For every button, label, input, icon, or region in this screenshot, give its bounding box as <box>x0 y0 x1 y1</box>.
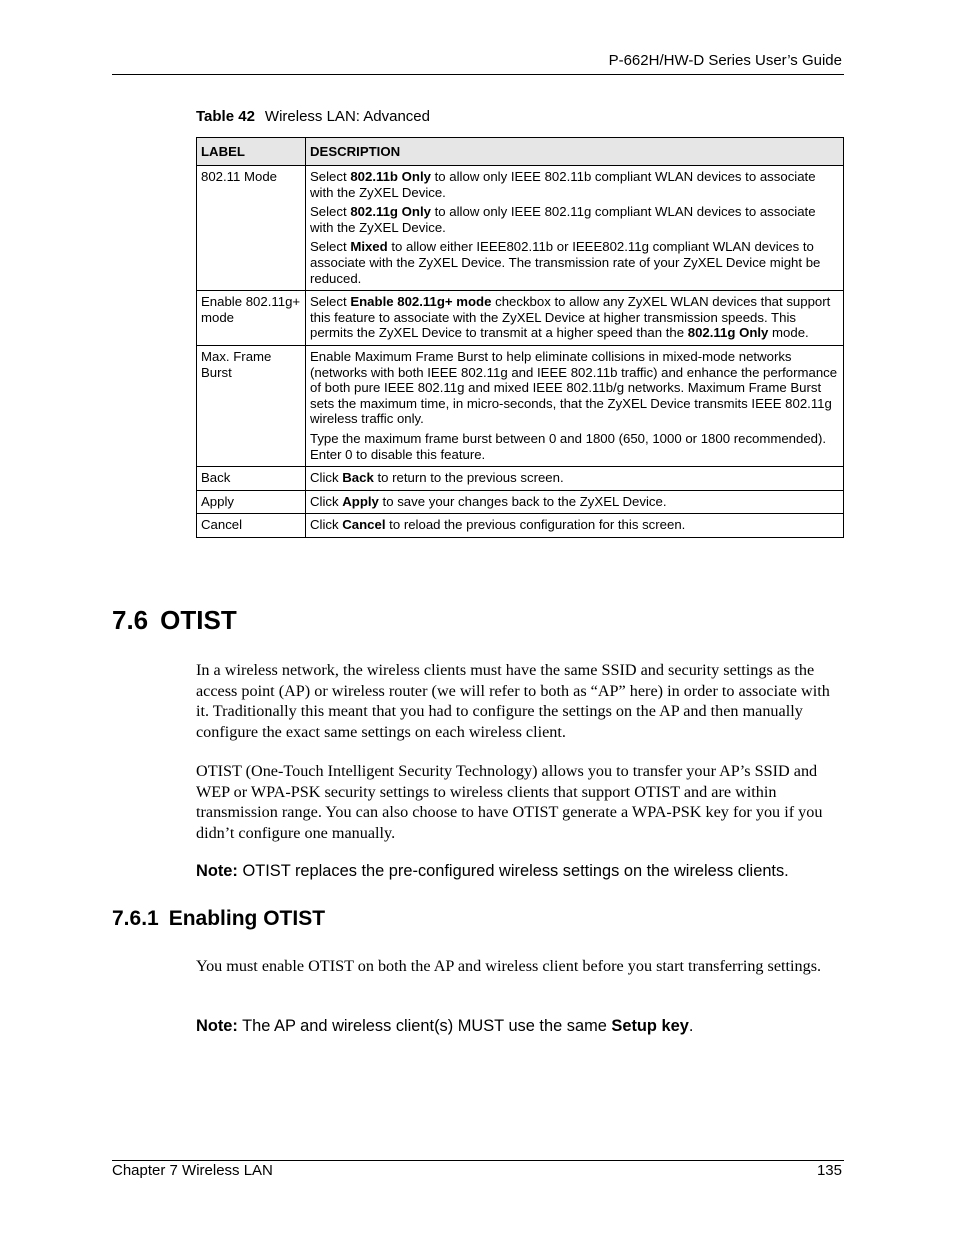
description-paragraph <box>310 294 839 341</box>
description-text: Click <box>310 517 343 533</box>
description-text: mode. <box>768 325 809 341</box>
description-text: to save your changes back to the ZyXEL Device. <box>378 493 667 509</box>
emphasized-term: Enable 802.11g+ mode <box>350 294 492 310</box>
otist-description-paragraph: OTIST (One-Touch Intelligent Security Technology) allows you to transfer your AP’s SSID and WEP or WPA-PSK security settings to wireless clients that support OTIST and are within transmission range. You can also choose to have OTIST generate a WPA-PSK key for you if you didn’t configure one manually. <box>196 762 823 842</box>
note-text-end: . <box>688 1017 694 1035</box>
row-description <box>306 291 844 346</box>
table-header-row <box>197 138 844 166</box>
description-text: to allow only IEEE 802.11g compliant WLAN devices to associate with the ZyXEL Device. <box>310 204 816 235</box>
description-text: Select <box>310 239 351 255</box>
row-description <box>306 166 844 291</box>
row-label: Apply <box>197 490 306 514</box>
note-text: OTIST replaces the pre-configured wireless settings on the wireless clients. <box>237 862 789 880</box>
row-description <box>306 467 844 491</box>
description-text: Type the maximum frame burst between 0 and 1800 (650, 1000 or 1800 recommended). Enter 0 to disable this feature. <box>310 430 827 462</box>
row-label: 802.11 Mode <box>197 166 306 291</box>
row-label: Cancel <box>197 514 306 538</box>
table-row <box>197 514 844 538</box>
emphasized-term: 802.11g Only <box>350 204 431 220</box>
description-text: to allow only IEEE 802.11b compliant WLAN devices to associate with the ZyXEL Device. <box>310 169 816 200</box>
description-text: Select <box>310 169 351 184</box>
table-caption <box>196 108 430 125</box>
setup-key-term: Setup key <box>611 1017 689 1035</box>
description-paragraph <box>310 494 839 510</box>
section-number: 7.6 <box>112 605 149 635</box>
row-label: Max. Frame Burst <box>197 345 306 466</box>
emphasized-term: Mixed <box>350 239 388 255</box>
table-caption-title: Wireless LAN: Advanced <box>264 108 430 125</box>
note-label: Note: <box>196 1017 238 1035</box>
setup-key-note <box>196 1017 846 1036</box>
column-header-description: DESCRIPTION <box>306 138 844 166</box>
description-text: Click <box>310 493 343 509</box>
header-rule <box>112 74 844 75</box>
description-text: to return to the previous screen. <box>373 470 564 486</box>
description-text: Click <box>310 470 343 486</box>
column-header-label: LABEL <box>197 138 306 166</box>
description-text: to allow either IEEE802.11b or IEEE802.11g compliant WLAN devices to associate with the ZyXEL Device. The transmission rate of your ZyXEL Device might be reduced. <box>310 239 821 286</box>
description-text: Select <box>310 294 351 310</box>
subsection-number: 7.6.1 <box>112 907 159 930</box>
subsection-title: Enabling OTIST <box>168 907 326 930</box>
description-paragraph <box>310 169 839 200</box>
running-header-title: P-662H/HW-D Series User’s Guide <box>608 52 842 69</box>
enabling-otist-paragraph: You must enable OTIST on both the AP and wireless client before you start transferring settings. <box>196 957 822 975</box>
description-text: Select <box>310 204 351 220</box>
description-paragraph <box>310 239 839 286</box>
description-paragraph <box>310 349 839 427</box>
note-label: Note: <box>196 862 238 880</box>
footer-rule <box>112 1160 844 1161</box>
row-description <box>306 514 844 538</box>
emphasized-term: Cancel <box>342 517 386 533</box>
subsection-heading <box>112 907 325 931</box>
row-description <box>306 490 844 514</box>
description-text: checkbox to allow any ZyXEL WLAN devices that support this feature to associate with the ZyXEL Device at higher transmission speeds. This permits the ZyXEL Device to transmit at a higher speed than the <box>310 294 831 341</box>
footer-chapter: Chapter 7 Wireless LAN <box>112 1162 273 1179</box>
emphasized-term: 802.11b Only <box>350 169 431 184</box>
row-description <box>306 345 844 466</box>
emphasized-term: Back <box>342 470 374 486</box>
description-paragraph <box>310 517 839 533</box>
description-paragraph <box>310 204 839 235</box>
table-row <box>197 490 844 514</box>
wireless-lan-advanced-table <box>196 137 844 538</box>
table-row <box>197 467 844 491</box>
table-body <box>197 166 844 538</box>
table-caption-number: Table 42 <box>196 108 255 125</box>
description-text: to reload the previous configuration for this screen. <box>385 517 686 533</box>
emphasized-term: 802.11g Only <box>687 325 769 341</box>
row-label: Enable 802.11g+ mode <box>197 291 306 346</box>
section-heading <box>112 605 237 636</box>
description-text: Enable Maximum Frame Burst to help eliminate collisions in mixed-mode networks (networks with both IEEE 802.11g and IEEE 802.11b traffic) and enhance the performance of both pure IEEE 802.11g and mixed IEEE 802.11b/g networks. Maximum Frame Burst sets the maximum time, in micro-seconds, that the ZyXEL Device transmits IEEE 802.11g wireless traffic only. <box>310 348 838 427</box>
table-row <box>197 291 844 346</box>
description-paragraph <box>310 470 839 486</box>
footer-page-number: 135 <box>816 1162 842 1179</box>
description-paragraph <box>310 431 839 462</box>
table-row <box>197 166 844 291</box>
note-text: The AP and wireless client(s) MUST use the same <box>237 1017 612 1035</box>
table-row <box>197 345 844 466</box>
otist-intro-paragraph: In a wireless network, the wireless clients must have the same SSID and security settings as the access point (AP) or wireless router (we will refer to both as “AP” here) in order to associate with it. Traditionally this meant that you had to configure the settings on the AP and then manually configure the exact same settings on each wireless client. <box>196 661 830 741</box>
emphasized-term: Apply <box>342 493 379 509</box>
otist-note <box>196 862 846 881</box>
row-label: Back <box>197 467 306 491</box>
section-title: OTIST <box>160 605 237 635</box>
